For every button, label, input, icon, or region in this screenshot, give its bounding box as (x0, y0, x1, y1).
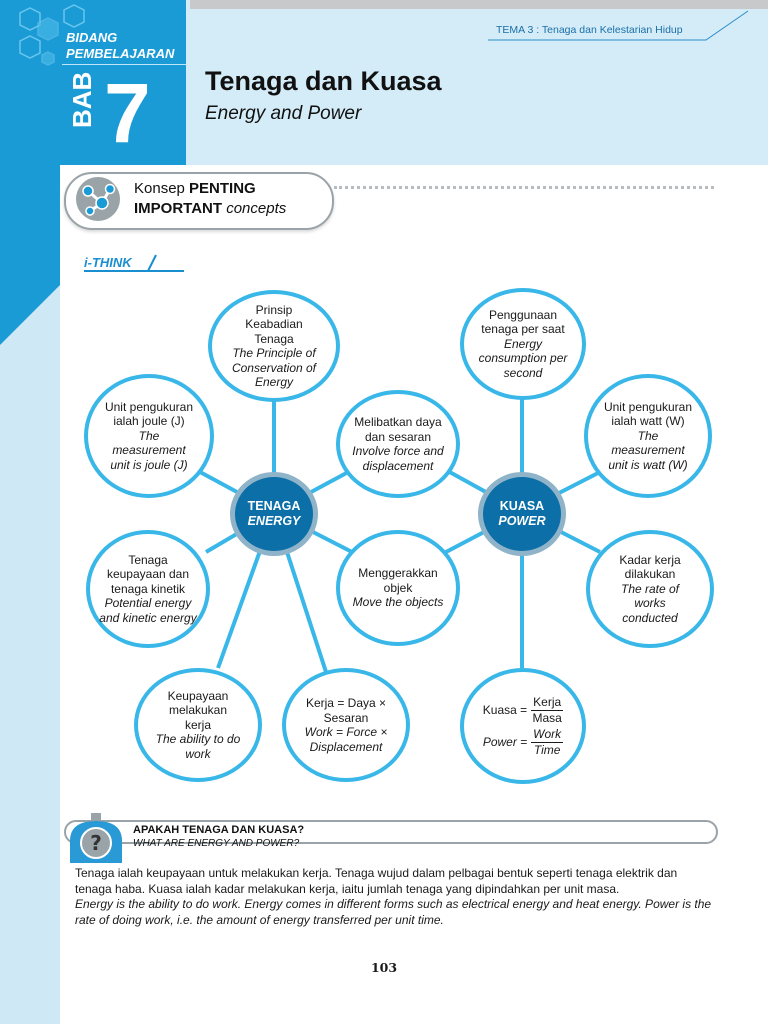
node-unit-watt (584, 374, 712, 498)
node-ability-en: The ability to do work (155, 732, 241, 761)
node-energy-consumption (460, 288, 586, 400)
node-work-en: Work = Force × Displacement (304, 725, 388, 754)
learning-area-label-1: BIDANG (66, 30, 118, 45)
hub-energy-en: ENERGY (247, 514, 301, 528)
formula-en-fraction (531, 727, 563, 757)
page-title: Tenaga dan Kuasa (205, 66, 442, 96)
concepts-line-1: Konsep PENTING (134, 180, 256, 197)
page-number: 103 (370, 960, 398, 975)
formula-ms-lhs: Kuasa = (482, 702, 528, 717)
hub-energy (230, 472, 318, 556)
node-ability-ms: Keupayaan melakukan kerja (167, 688, 229, 732)
node-force-displacement (336, 390, 460, 498)
chapter-number: 7 (104, 66, 151, 160)
learning-area-label-2: PEMBELAJARAN (66, 46, 175, 61)
formula-ms (483, 695, 563, 725)
node-rate-ms: Kadar kerja dilakukan (619, 552, 681, 582)
theme-label: TEMA 3 : Tenaga dan Kelestarian Hidup (496, 24, 683, 36)
node-consumption-en: Energy consumption per second (478, 336, 568, 380)
hub-power (478, 472, 566, 556)
formula-en-den: Time (533, 742, 561, 757)
hub-energy-ms: TENAGA (247, 499, 301, 513)
node-watt-en: The measurement unit is watt (W) (608, 428, 688, 472)
body-text-ms: Tenaga ialah keupayaan untuk melakukan kerja. Tenaga wujud dalam pelbagai bentuk seperti tenaga elektrik dan tenaga haba. Kuasa ialah kadar melakukan kerja, iaitu jumlah tenaga yang dipindahkan per unit masa. (75, 866, 678, 896)
node-ability-work (134, 668, 262, 782)
node-force-ms: Melibatkan daya dan sesaran (354, 415, 442, 444)
node-potential-ms: Tenaga keupayaan dan tenaga kinetik (106, 552, 190, 596)
formula-en-num: Work (533, 727, 562, 741)
hub-power-en: POWER (498, 514, 546, 528)
question-flask-icon (66, 813, 126, 863)
bab-label: BAB (67, 71, 97, 128)
node-rate-en: The rate of works conducted (620, 581, 680, 625)
node-force-en: Involve force and displacement (352, 444, 444, 473)
formula-ms-fraction (531, 695, 563, 725)
formula-ms-den: Masa (532, 710, 562, 725)
node-move-en: Move the objects (352, 595, 444, 610)
node-potential-en: Potential energy and kinetic energy (99, 596, 197, 625)
node-consumption-ms: Penggunaan tenaga per saat (481, 307, 565, 337)
node-principle-en: The Principle of Conservation of Energy (231, 346, 317, 389)
node-move-ms: Menggerakkan objek (358, 566, 438, 595)
page-subtitle: Energy and Power (205, 103, 362, 124)
node-work-formula (282, 668, 410, 782)
formula-ms-num: Kerja (533, 695, 562, 709)
node-joule-en: The measurement unit is joule (J) (110, 428, 188, 472)
question-subtitle: WHAT ARE ENERGY AND POWER? (133, 838, 300, 849)
body-text-en: Energy is the ability to do work. Energy comes in different forms such as electrical energy and heat energy. Power is the rate of doing work, i.e. the amount of energy transferred per unit time. (75, 897, 712, 927)
ithink-label: i-THINK (84, 255, 132, 270)
node-principle-conservation (208, 290, 340, 402)
node-move-objects (336, 530, 460, 646)
hub-power-ms: KUASA (499, 499, 545, 513)
node-unit-joule (84, 374, 214, 498)
concepts-line-2: IMPORTANT concepts (134, 200, 287, 217)
node-joule-ms: Unit pengukuran ialah joule (J) (104, 399, 194, 429)
svg-text:?: ? (90, 831, 102, 855)
formula-en-lhs: Power = (482, 734, 528, 749)
formula-en (483, 727, 563, 757)
node-power-formula (460, 668, 586, 784)
node-potential-kinetic (86, 530, 210, 648)
node-principle-ms: Prinsip Keabadian Tenaga (245, 302, 303, 346)
body-text (75, 866, 715, 928)
node-watt-ms: Unit pengukuran ialah watt (W) (603, 399, 693, 429)
question-title: APAKAH TENAGA DAN KUASA? (133, 824, 305, 836)
node-rate-work (586, 530, 714, 648)
node-work-ms: Kerja = Daya × Sesaran (305, 696, 387, 725)
